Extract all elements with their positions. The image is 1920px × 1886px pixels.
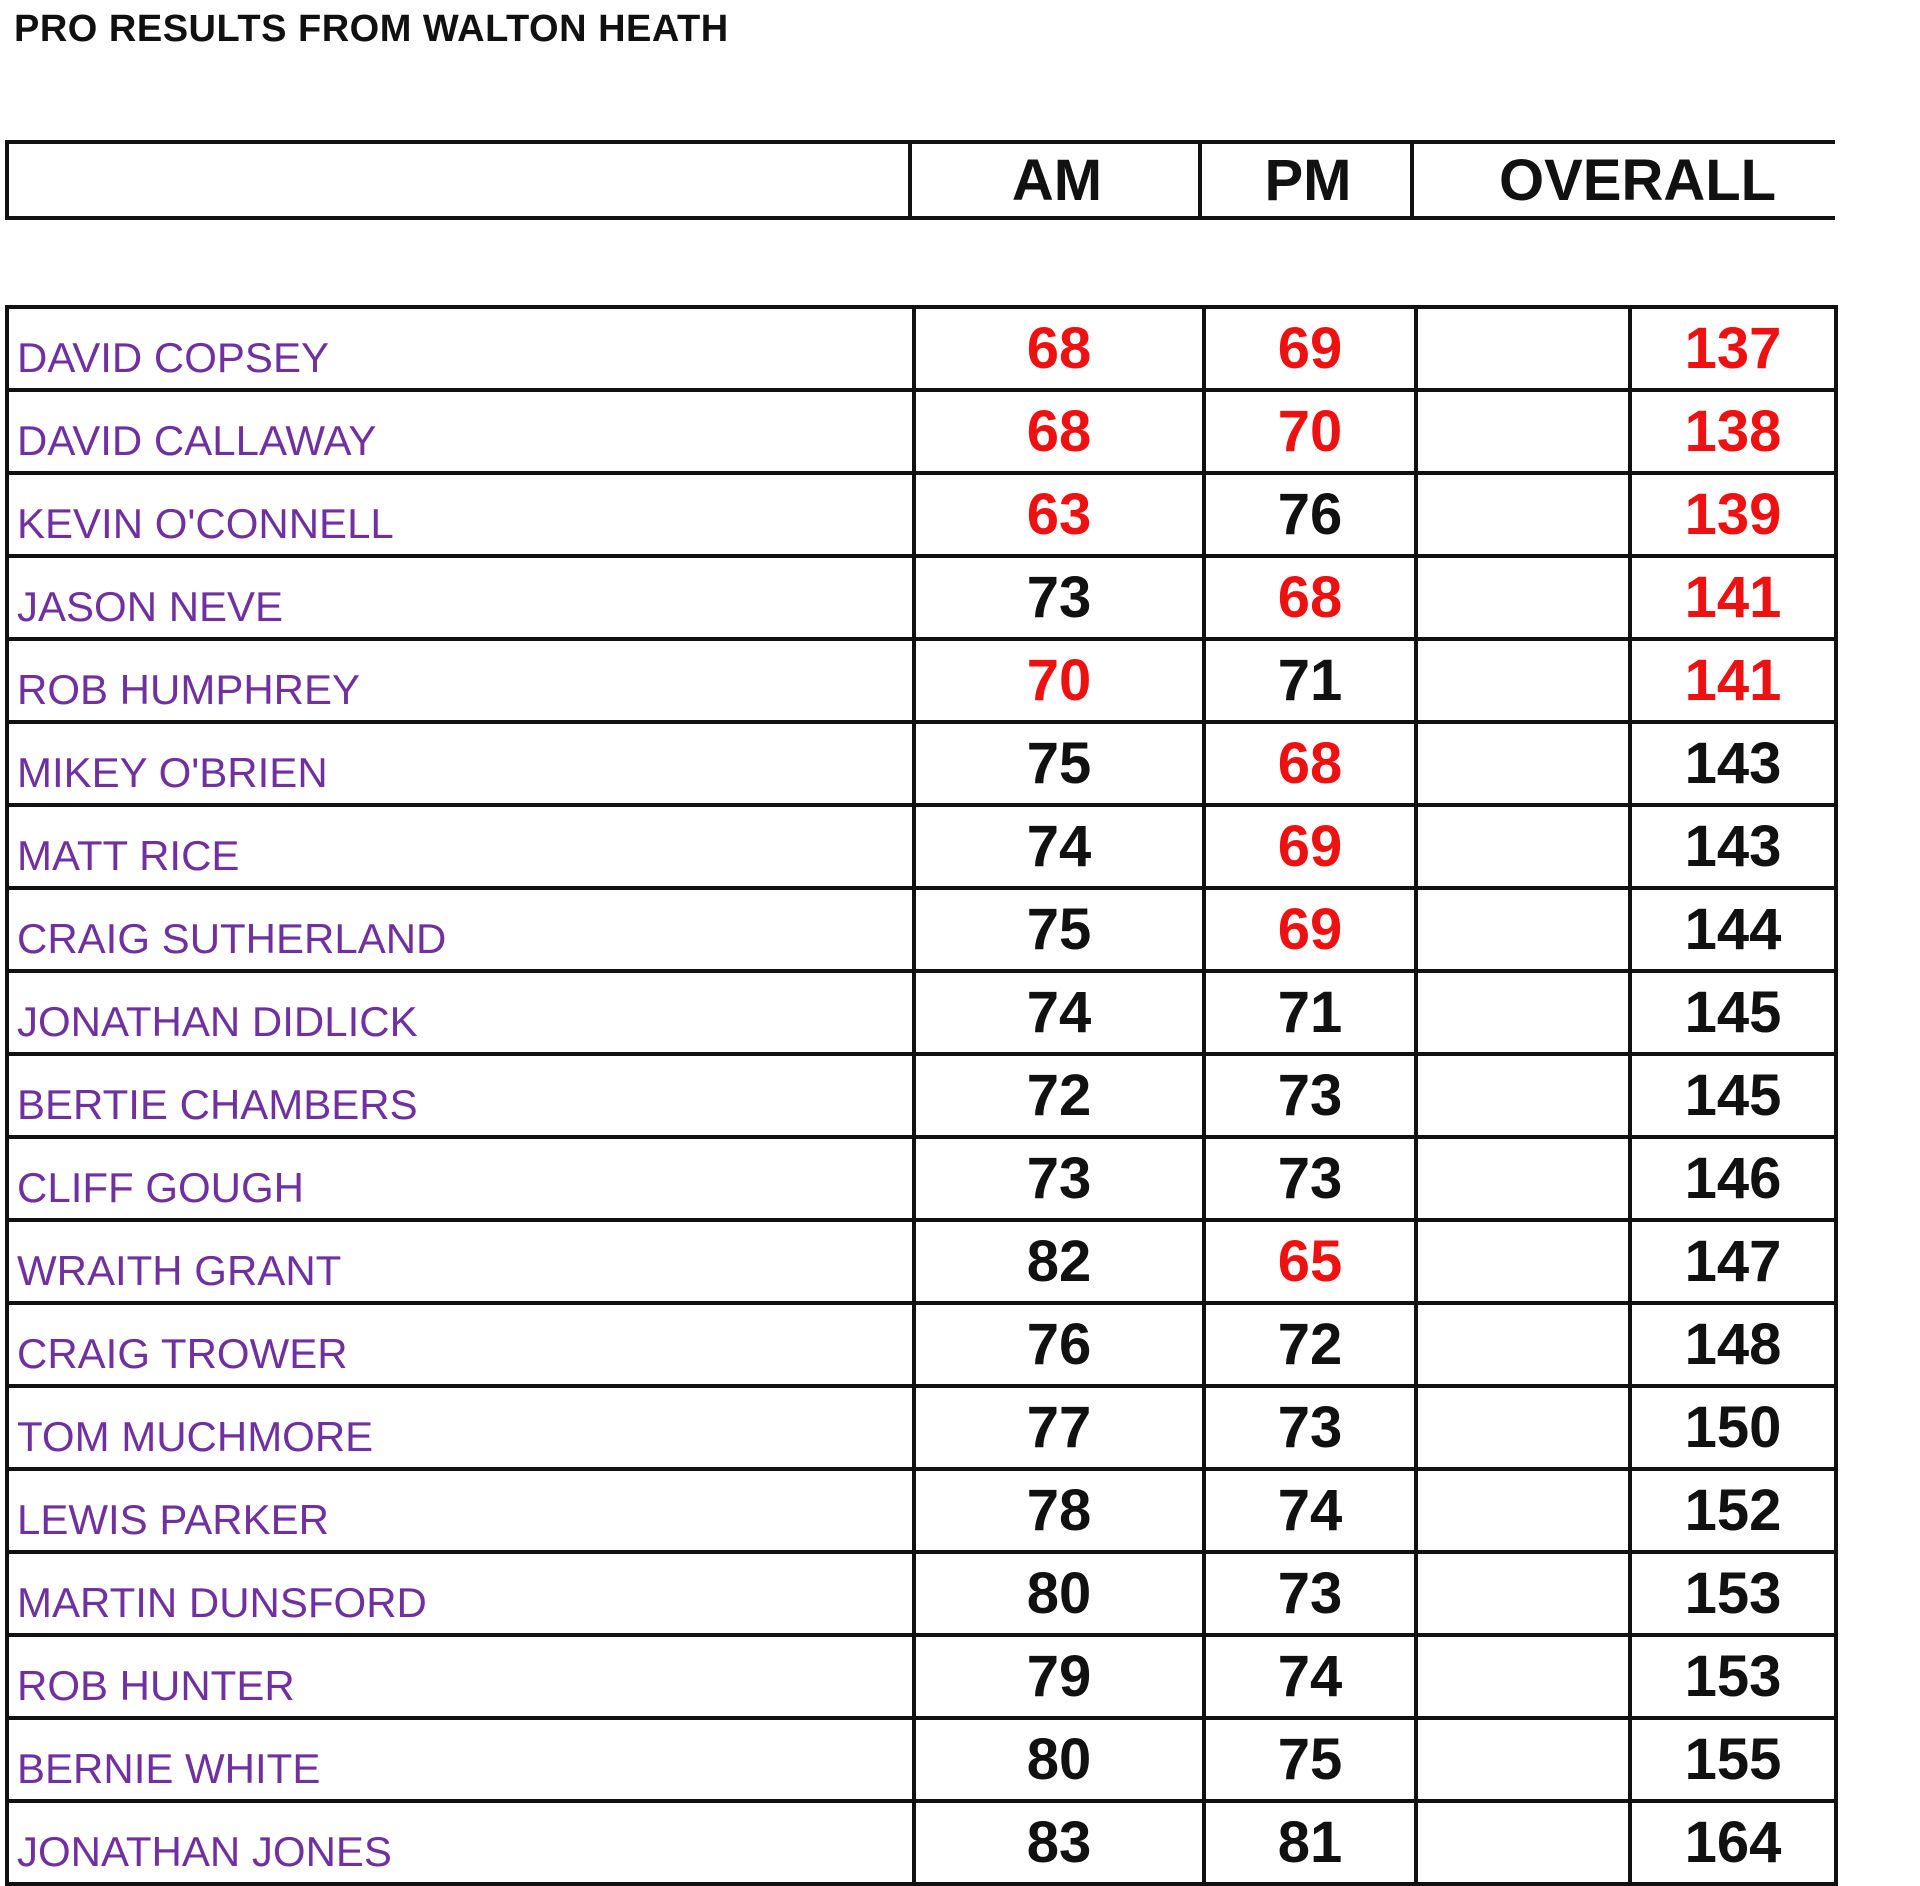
player-name: BERTIE CHAMBERS	[17, 1080, 418, 1128]
overall-score: 138	[1628, 392, 1834, 471]
empty-cell	[1414, 890, 1628, 969]
header-am: AM	[1011, 147, 1103, 213]
pm-score: 73	[1202, 1554, 1414, 1633]
overall-score: 153	[1628, 1554, 1834, 1633]
page-title: PRO RESULTS FROM WALTON HEATH	[14, 8, 729, 50]
table-row	[9, 807, 1834, 890]
table-row	[9, 1720, 1834, 1803]
pm-score: 68	[1202, 724, 1414, 803]
player-name: ROB HUNTER	[17, 1661, 295, 1709]
empty-cell	[1414, 1803, 1628, 1882]
pm-score: 81	[1202, 1803, 1414, 1882]
player-name: JONATHAN DIDLICK	[17, 997, 418, 1045]
table-row	[9, 392, 1834, 475]
overall-score: 146	[1628, 1139, 1834, 1218]
empty-cell	[1414, 1637, 1628, 1716]
player-name: MARTIN DUNSFORD	[17, 1578, 427, 1626]
table-row	[9, 1139, 1834, 1222]
pm-score: 75	[1202, 1720, 1414, 1799]
empty-cell	[1414, 475, 1628, 554]
results-table	[5, 305, 1838, 1886]
am-score: 80	[912, 1554, 1202, 1633]
table-row	[9, 475, 1834, 558]
table-row	[9, 724, 1834, 807]
player-name: CRAIG SUTHERLAND	[17, 914, 447, 962]
pm-score: 73	[1202, 1388, 1414, 1467]
pm-score: 76	[1202, 475, 1414, 554]
am-score: 77	[912, 1388, 1202, 1467]
table-row	[9, 1637, 1834, 1720]
overall-score: 143	[1628, 807, 1834, 886]
player-name: MIKEY O'BRIEN	[17, 748, 328, 796]
pm-score: 70	[1202, 392, 1414, 471]
am-score: 73	[912, 1139, 1202, 1218]
pm-score: 71	[1202, 973, 1414, 1052]
table-row	[9, 558, 1834, 641]
table-row	[9, 1222, 1834, 1305]
pm-score: 69	[1202, 890, 1414, 969]
column-header-row	[5, 140, 1835, 220]
overall-score: 141	[1628, 641, 1834, 720]
am-score: 83	[912, 1803, 1202, 1882]
player-name: TOM MUCHMORE	[17, 1412, 374, 1460]
table-row	[9, 1803, 1834, 1886]
table-row	[9, 1056, 1834, 1139]
pm-score: 73	[1202, 1139, 1414, 1218]
empty-cell	[1414, 1305, 1628, 1384]
player-name: LEWIS PARKER	[17, 1495, 329, 1543]
pm-score: 71	[1202, 641, 1414, 720]
am-score: 74	[912, 807, 1202, 886]
empty-cell	[1414, 641, 1628, 720]
am-score: 78	[912, 1471, 1202, 1550]
header-pm: PM	[1264, 147, 1352, 213]
overall-score: 164	[1628, 1803, 1834, 1882]
empty-cell	[1414, 807, 1628, 886]
pm-score: 68	[1202, 558, 1414, 637]
pm-score: 69	[1202, 309, 1414, 388]
empty-cell	[1414, 309, 1628, 388]
overall-score: 148	[1628, 1305, 1834, 1384]
table-row	[9, 973, 1834, 1056]
table-row	[9, 641, 1834, 724]
am-score: 63	[912, 475, 1202, 554]
player-name: ROB HUMPHREY	[17, 665, 361, 713]
overall-score: 141	[1628, 558, 1834, 637]
header-overall: OVERALL	[1499, 147, 1777, 213]
overall-score: 139	[1628, 475, 1834, 554]
player-name: DAVID CALLAWAY	[17, 416, 377, 464]
empty-cell	[1414, 1139, 1628, 1218]
am-score: 82	[912, 1222, 1202, 1301]
am-score: 75	[912, 724, 1202, 803]
am-score: 80	[912, 1720, 1202, 1799]
am-score: 79	[912, 1637, 1202, 1716]
empty-cell	[1414, 973, 1628, 1052]
empty-cell	[1414, 1720, 1628, 1799]
table-row	[9, 1471, 1834, 1554]
empty-cell	[1414, 558, 1628, 637]
am-score: 76	[912, 1305, 1202, 1384]
player-name: KEVIN O'CONNELL	[17, 499, 394, 547]
overall-score: 153	[1628, 1637, 1834, 1716]
player-name: CRAIG TROWER	[17, 1329, 348, 1377]
overall-score: 155	[1628, 1720, 1834, 1799]
pm-score: 69	[1202, 807, 1414, 886]
empty-cell	[1414, 724, 1628, 803]
am-score: 75	[912, 890, 1202, 969]
pm-score: 74	[1202, 1637, 1414, 1716]
table-row	[9, 1305, 1834, 1388]
overall-score: 144	[1628, 890, 1834, 969]
empty-cell	[1414, 1471, 1628, 1550]
table-row	[9, 1388, 1834, 1471]
overall-score: 145	[1628, 1056, 1834, 1135]
empty-cell	[1414, 1056, 1628, 1135]
player-name: BERNIE WHITE	[17, 1744, 321, 1792]
overall-score: 150	[1628, 1388, 1834, 1467]
overall-score: 147	[1628, 1222, 1834, 1301]
overall-score: 145	[1628, 973, 1834, 1052]
player-name: DAVID COPSEY	[17, 333, 329, 381]
table-row	[9, 1554, 1834, 1637]
table-row	[9, 309, 1834, 392]
pm-score: 72	[1202, 1305, 1414, 1384]
overall-score: 143	[1628, 724, 1834, 803]
am-score: 73	[912, 558, 1202, 637]
player-name: CLIFF GOUGH	[17, 1163, 305, 1211]
player-name: MATT RICE	[17, 831, 240, 879]
player-name: JASON NEVE	[17, 582, 284, 630]
empty-cell	[1414, 1554, 1628, 1633]
pm-score: 73	[1202, 1056, 1414, 1135]
overall-score: 152	[1628, 1471, 1834, 1550]
column-divider	[1410, 144, 1414, 216]
table-row	[9, 890, 1834, 973]
pm-score: 74	[1202, 1471, 1414, 1550]
player-name: JONATHAN JONES	[17, 1827, 392, 1875]
player-name: WRAITH GRANT	[17, 1246, 342, 1294]
empty-cell	[1414, 1222, 1628, 1301]
overall-score: 137	[1628, 309, 1834, 388]
am-score: 68	[912, 309, 1202, 388]
am-score: 72	[912, 1056, 1202, 1135]
am-score: 68	[912, 392, 1202, 471]
empty-cell	[1414, 1388, 1628, 1467]
am-score: 70	[912, 641, 1202, 720]
empty-cell	[1414, 392, 1628, 471]
am-score: 74	[912, 973, 1202, 1052]
pm-score: 65	[1202, 1222, 1414, 1301]
